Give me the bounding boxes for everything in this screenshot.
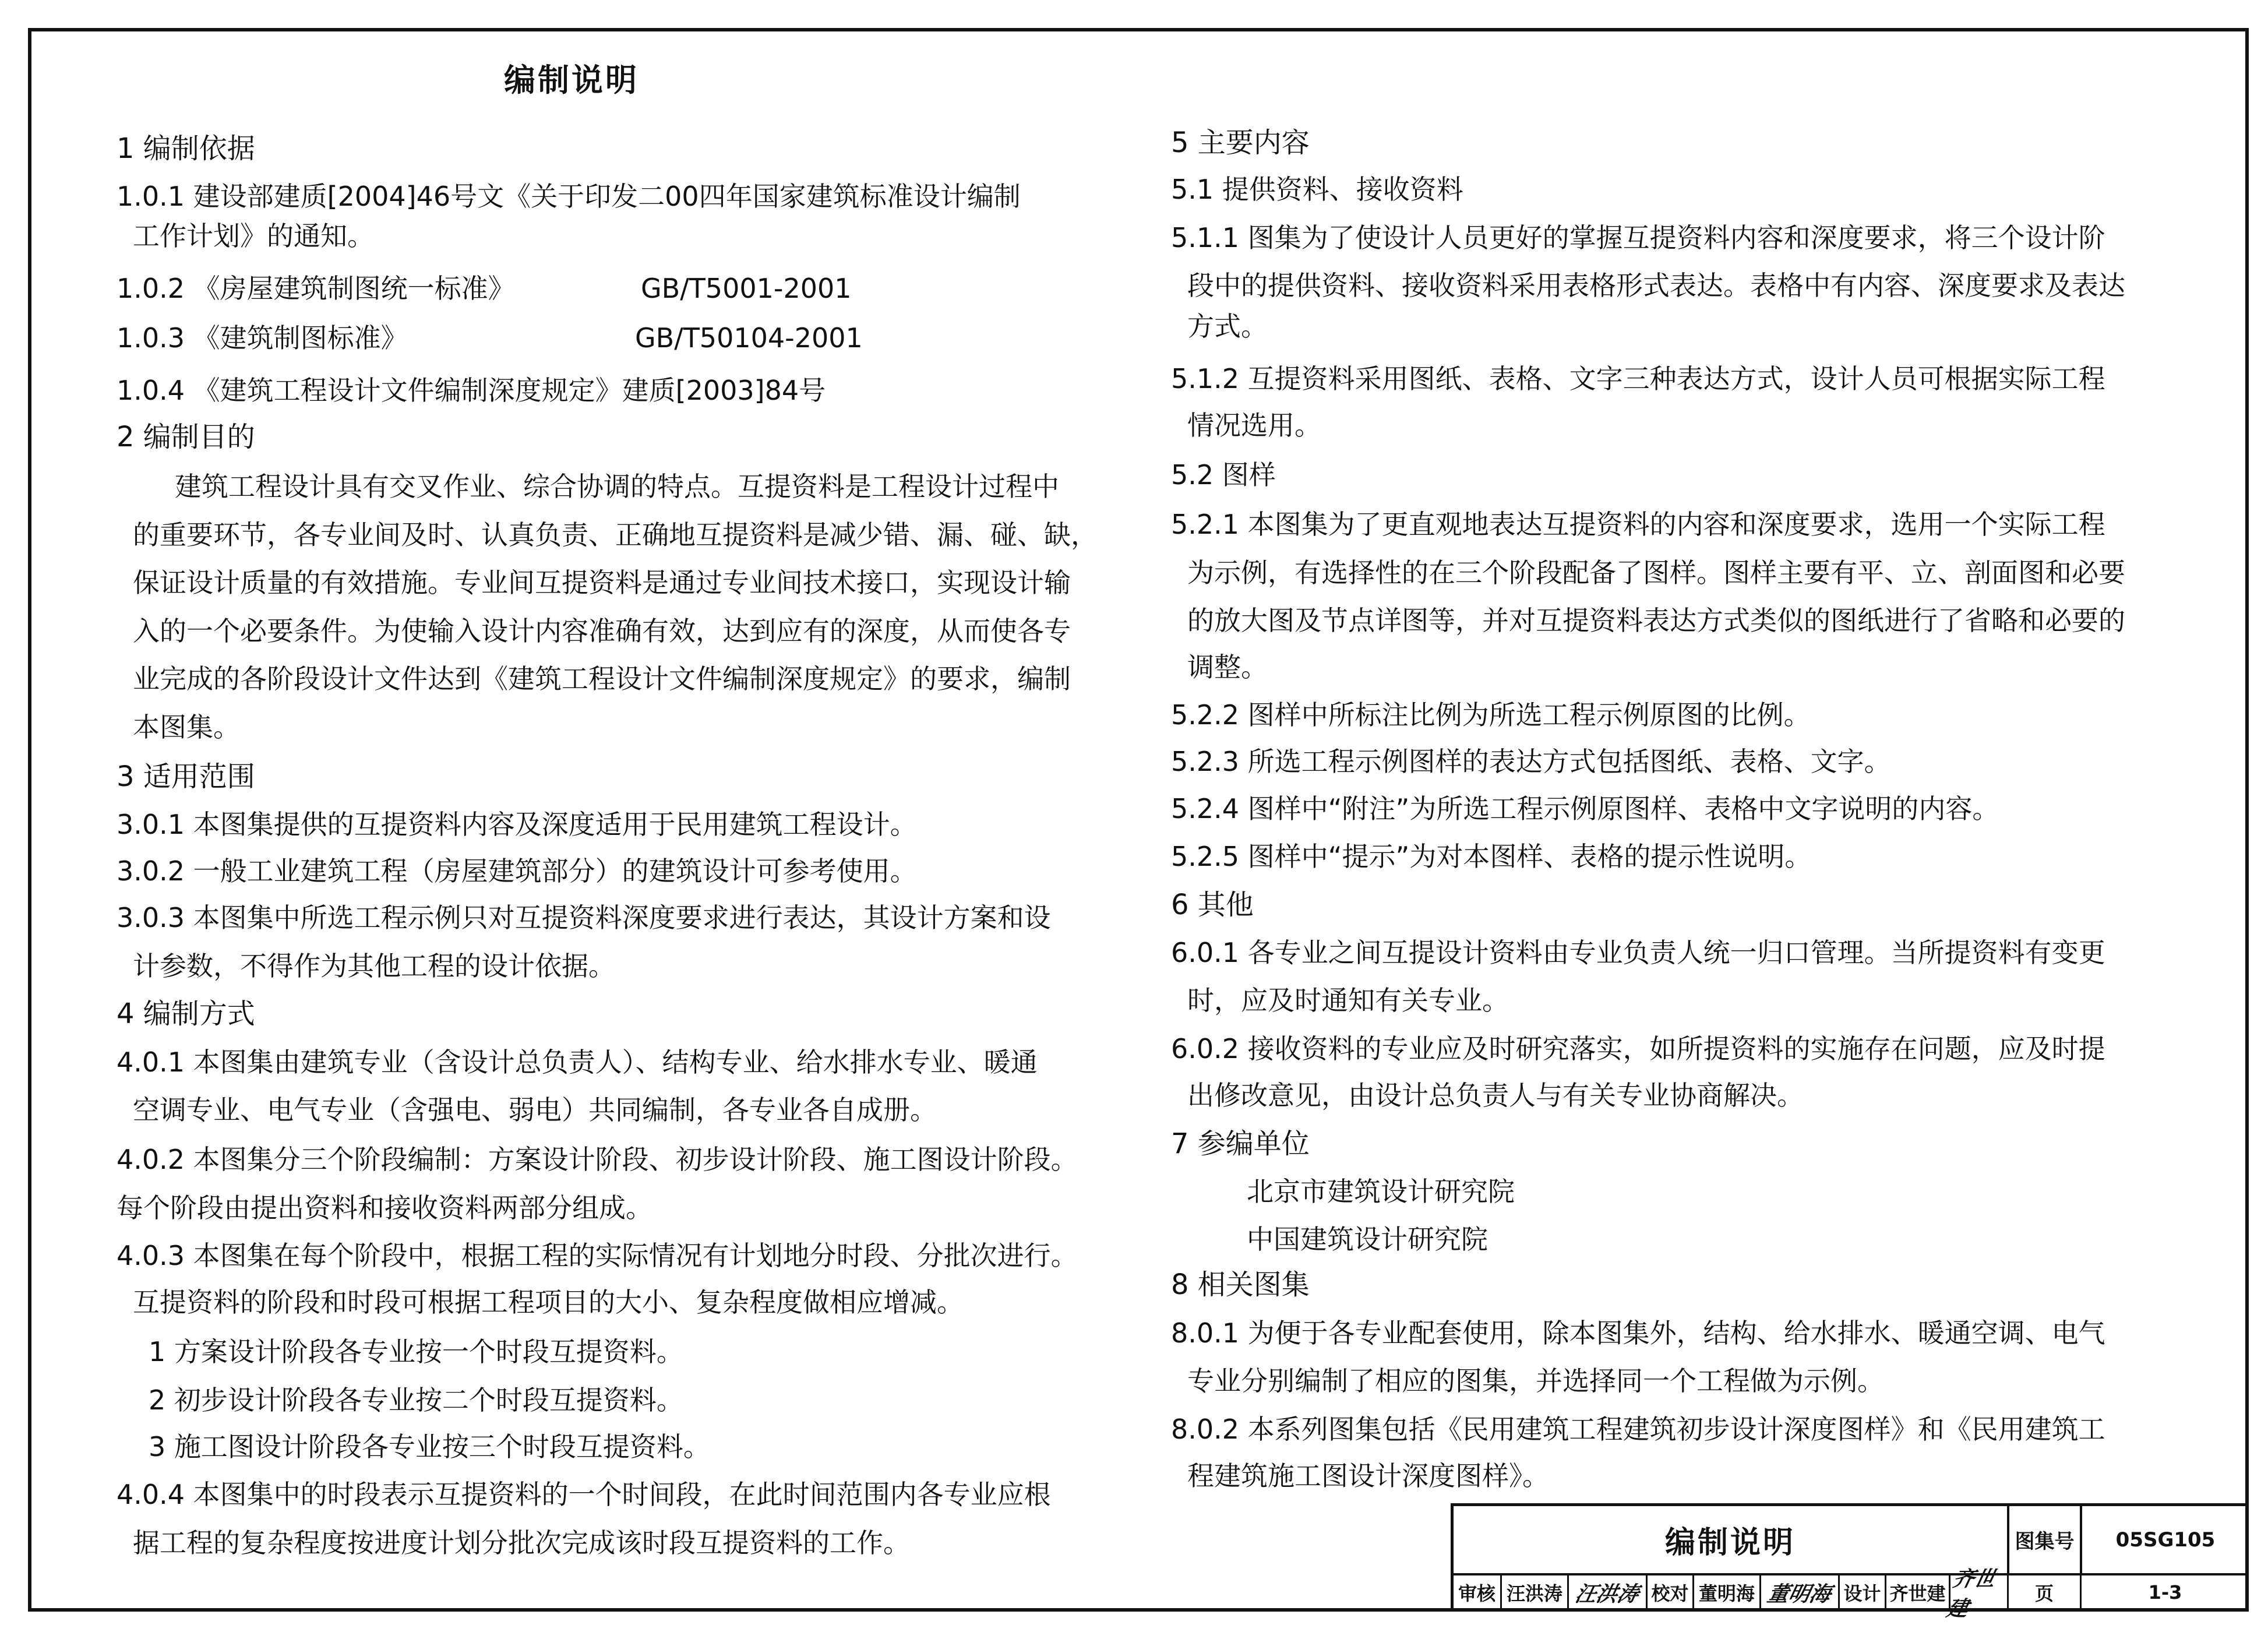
signature-mark: 汪洪涛 [1572,1581,1641,1606]
clause-5-2-1-cont: 调整。 [1187,651,1268,683]
title-block-title: 编制说明 [1664,1525,1796,1560]
clause-8-0-1: 8.0.1 为便于各专业配套使用，除本图集外，结构、给水排水、暖通空调、电气 [1171,1317,2105,1349]
paragraph-line: 入的一个必要条件。为使输入设计内容准确有效，达到应有的深度，从而使各专 [133,615,1071,647]
clause-6-0-2: 6.0.2 接收资料的专业应及时研究落实，如所提资料的实施存在问题，应及时提 [1171,1033,2105,1064]
section-5-2-heading: 5.2 图样 [1171,459,1276,491]
checker-name: 董明海 [1692,1573,1759,1612]
page-label: 页 [2007,1573,2080,1612]
section-5-heading: 5 主要内容 [1171,126,1310,159]
clause-5-2-3: 5.2.3 所选工程示例图样的表达方式包括图纸、表格、文字。 [1171,746,1891,777]
section-4-heading: 4 编制方式 [117,997,255,1030]
section-3-heading: 3 适用范围 [117,760,255,793]
clause-6-0-1: 6.0.1 各专业之间互提设计资料由专业负责人统一归口管理。当所提资料有变更 [1171,937,2105,968]
designer-name: 齐世建 [1885,1573,1949,1612]
list-item: 3 施工图设计阶段各专业按三个时段互提资料。 [149,1431,710,1462]
paragraph-line: 本图集。 [133,711,240,743]
clause-3-0-3-cont: 计参数，不得作为其他工程的设计依据。 [133,950,615,982]
standard-code: GB/T50104-2001 [635,322,863,354]
paragraph-line: 业完成的各阶段设计文件达到《建筑工程设计文件编制深度规定》的要求，编制 [133,663,1071,695]
section-7-heading: 7 参编单位 [1171,1127,1310,1160]
section-8-heading: 8 相关图集 [1171,1268,1310,1301]
clause-1-0-4: 1.0.4 《建筑工程设计文件编制深度规定》建质[2003]84号 [117,375,826,406]
clause-3-0-1: 3.0.1 本图集提供的互提资料内容及深度适用于民用建筑工程设计。 [117,809,917,840]
clause-3-0-2: 3.0.2 一般工业建筑工程（房屋建筑部分）的建筑设计可参考使用。 [117,855,917,887]
reviewer-signature [1567,1573,1646,1612]
clause-5-1-2-cont: 情况选用。 [1187,410,1321,441]
clause-3-0-3: 3.0.3 本图集中所选工程示例只对互提资料深度要求进行表达，其设计方案和设 [117,902,1051,933]
clause-5-1-1: 5.1.1 图集为了使设计人员更好的掌握互提资料内容和深度要求，将三个设计阶 [1171,222,2105,253]
clause-5-2-1-cont: 的放大图及节点详图等，并对互提资料表达方式类似的图纸进行了省略和必要的 [1187,605,2125,636]
clause-6-0-2-cont: 出修改意见，由设计总负责人与有关专业协商解决。 [1187,1080,1804,1111]
signature-mark: 董明海 [1765,1581,1833,1606]
paragraph-line: 保证设计质量的有效措施。专业间互提资料是通过专业间技术接口，实现设计输 [133,567,1071,598]
clause-5-2-1-cont: 为示例，有选择性的在三个阶段配备了图样。图样主要有平、立、剖面图和必要 [1187,557,2125,588]
list-item: 2 初步设计阶段各专业按二个时段互提资料。 [149,1384,683,1416]
atlas-number: 05SG105 [2080,1506,2249,1573]
standard-name: 1.0.2 《房屋建筑制图统一标准》 [117,273,515,304]
clause-4-0-1-cont: 空调专业、电气专业（含强电、弱电）共同编制，各专业各自成册。 [133,1094,937,1126]
design-label: 设计 [1838,1573,1885,1612]
reviewer-name: 汪洪涛 [1500,1573,1567,1612]
clause-8-0-2: 8.0.2 本系列图集包括《民用建筑工程建筑初步设计深度图样》和《民用建筑工 [1171,1414,2105,1445]
standard-name: 1.0.3 《建筑制图标准》 [117,322,408,354]
clause-8-0-1-cont: 专业分别编制了相应的图集，并选择同一个工程做为示例。 [1187,1365,1884,1397]
standard-code: GB/T5001-2001 [641,273,852,304]
clause-1-0-3 [117,320,408,355]
clause-4-0-4: 4.0.4 本图集中的时段表示互提资料的一个时间段，在此时间范围内各专业应根 [117,1479,1051,1510]
check-label: 校对 [1646,1573,1692,1612]
clause-4-0-2-cont: 每个阶段由提出资料和接收资料两部分组成。 [117,1192,652,1224]
section-6-heading: 6 其他 [1171,889,1254,921]
clause-1-0-1: 1.0.1 建设部建质[2004]46号文《关于印发二00四年国家建筑标准设计编制 [117,181,1021,212]
participating-unit: 中国建筑设计研究院 [1247,1224,1488,1255]
section-1-heading: 1 编制依据 [117,132,255,165]
clause-4-0-1: 4.0.1 本图集由建筑专业（含设计总负责人）、结构专业、给水排水专业、暖通 [117,1046,1038,1078]
paragraph-line: 建筑工程设计具有交叉作业、综合协调的特点。互提资料是工程设计过程中 [175,471,1059,502]
atlas-number-label: 图集号 [2007,1506,2080,1573]
paragraph-line: 的重要环节，各专业间及时、认真负责、正确地互提资料是减少错、漏、碰、缺， [133,519,1098,551]
title-block [1451,1503,2249,1621]
clause-4-0-2: 4.0.2 本图集分三个阶段编制：方案设计阶段、初步设计阶段、施工图设计阶段。 [117,1144,1078,1175]
clause-1-0-1-cont: 工作计划》的通知。 [133,220,374,252]
clause-4-0-4-cont: 据工程的复杂程度按进度计划分批次完成该时段互提资料的工作。 [133,1527,910,1559]
title-block-top-row [1454,1506,2249,1575]
participating-unit: 北京市建筑设计研究院 [1247,1176,1515,1207]
clause-6-0-1-cont: 时，应及时通知有关专业。 [1187,985,1509,1016]
page-number: 1-3 [2080,1573,2249,1612]
clause-1-0-2 [117,271,515,306]
clause-5-2-2: 5.2.2 图样中所标注比例为所选工程示例原图的比例。 [1171,699,1811,731]
clause-5-2-5: 5.2.5 图样中“提示”为对本图样、表格的提示性说明。 [1171,841,1812,872]
clause-4-0-3: 4.0.3 本图集在每个阶段中，根据工程的实际情况有计划地分时段、分批次进行。 [117,1240,1078,1271]
section-2-heading: 2 编制目的 [117,421,255,453]
checker-signature [1759,1573,1838,1612]
document-title: 编制说明 [504,62,639,98]
clause-5-1-2: 5.1.2 互提资料采用图纸、表格、文字三种表达方式，设计人员可根据实际工程 [1171,363,2105,394]
review-label: 审核 [1458,1582,1495,1605]
list-item: 1 方案设计阶段各专业按一个时段互提资料。 [149,1336,683,1367]
clause-5-2-1: 5.2.1 本图集为了更直观地表达互提资料的内容和深度要求，选用一个实际工程 [1171,509,2105,540]
clause-4-0-3-cont: 互提资料的阶段和时段可根据工程项目的大小、复杂程度做相应增减。 [133,1286,964,1318]
clause-5-1-1-cont: 方式。 [1187,311,1268,342]
title-block-signature-row [1454,1567,2249,1621]
clause-5-2-4: 5.2.4 图样中“附注”为所选工程示例原图样、表格中文字说明的内容。 [1171,793,1999,824]
section-5-1-heading: 5.1 提供资料、接收资料 [1171,174,1463,205]
designer-signature [1944,1567,2007,1621]
clause-5-1-1-cont: 段中的提供资料、接收资料采用表格形式表达。表格中有内容、深度要求及表达 [1187,270,2125,301]
signature-mark: 齐世建 [1944,1567,1998,1621]
clause-8-0-2-cont: 程建筑施工图设计深度图样》。 [1187,1460,1549,1492]
